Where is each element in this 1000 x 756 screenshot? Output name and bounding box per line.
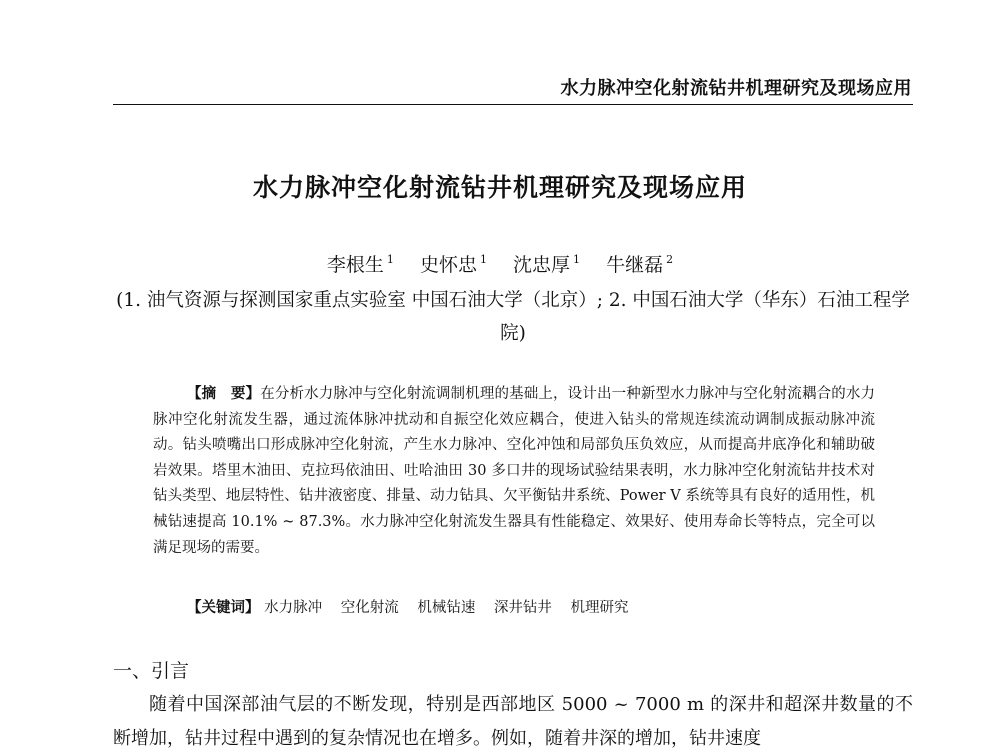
author-list	[0, 250, 1000, 277]
author-affiliation-mark: 1	[573, 253, 581, 266]
keyword: 机械钻速	[417, 600, 476, 616]
affiliation: (1. 油气资源与探测国家重点实验室 中国石油大学（北京）; 2. 中国石油大学（华东）石油工程学院)	[116, 290, 910, 344]
author-name: 李根生	[326, 254, 384, 276]
author-affiliation-mark: 1	[386, 253, 394, 266]
author	[327, 250, 394, 277]
abstract	[153, 382, 875, 561]
author-name: 牛继磊	[606, 254, 664, 276]
author	[513, 250, 580, 277]
keyword: 机理研究	[570, 600, 629, 616]
abstract-text: 在分析水力脉冲与空化射流调制机理的基础上，设计出一种新型水力脉冲与空化射流耦合的水力脉冲空化射流发生器，通过流体脉冲扰动和自振空化效应耦合，使进入钻头的常规连续流动调制成振动脉冲流动。钻头喷嘴出口形成脉冲空化射流，产生水力脉冲、空化冲蚀和局部负压负效应，从而提高井底净化和辅助破岩效果。塔里木油田、克拉玛依油田、吐哈油田 30 多口井的现场试验结果表明，水力脉冲空化射流钻井技术对钻头类型、地层特性、钻井液密度、排量、动力钻具、欠平衡钻井系统、Power V 系统等具有良好的适用性，机械钻速提高 10.1% ~ 87.3%。水力脉冲空化射流发生器具有性能稳定、效果好、使用寿命长等特点，完全可以满足现场的需要。	[153, 386, 876, 556]
running-head: 水力脉冲空化射流钻井机理研究及现场应用	[560, 78, 912, 99]
keyword: 空化射流	[340, 600, 399, 616]
abstract-label: 【摘 要】	[187, 386, 261, 402]
keywords	[187, 596, 643, 617]
keywords-label: 【关键词】	[187, 600, 260, 616]
paper-title: 水力脉冲空化射流钻井机理研究及现场应用	[252, 173, 747, 202]
author-name: 史怀忠	[419, 254, 477, 276]
body-paragraph: 随着中国深部油气层的不断发现，特别是西部地区 5000 ~ 7000 m 的深井和超深井数量的不断增加，钻井过程中遇到的复杂情况也在增多。例如，随着井深的增加，钻井速度	[113, 694, 913, 749]
header-rule	[113, 104, 913, 105]
author-affiliation-mark: 2	[666, 253, 674, 266]
author-name: 沈忠厚	[513, 254, 571, 276]
section-heading: 一、引言	[113, 660, 190, 682]
keyword: 水力脉冲	[264, 600, 323, 616]
author	[420, 250, 487, 277]
keyword: 深井钻井	[493, 600, 552, 616]
author	[606, 250, 673, 277]
author-affiliation-mark: 1	[479, 253, 487, 266]
